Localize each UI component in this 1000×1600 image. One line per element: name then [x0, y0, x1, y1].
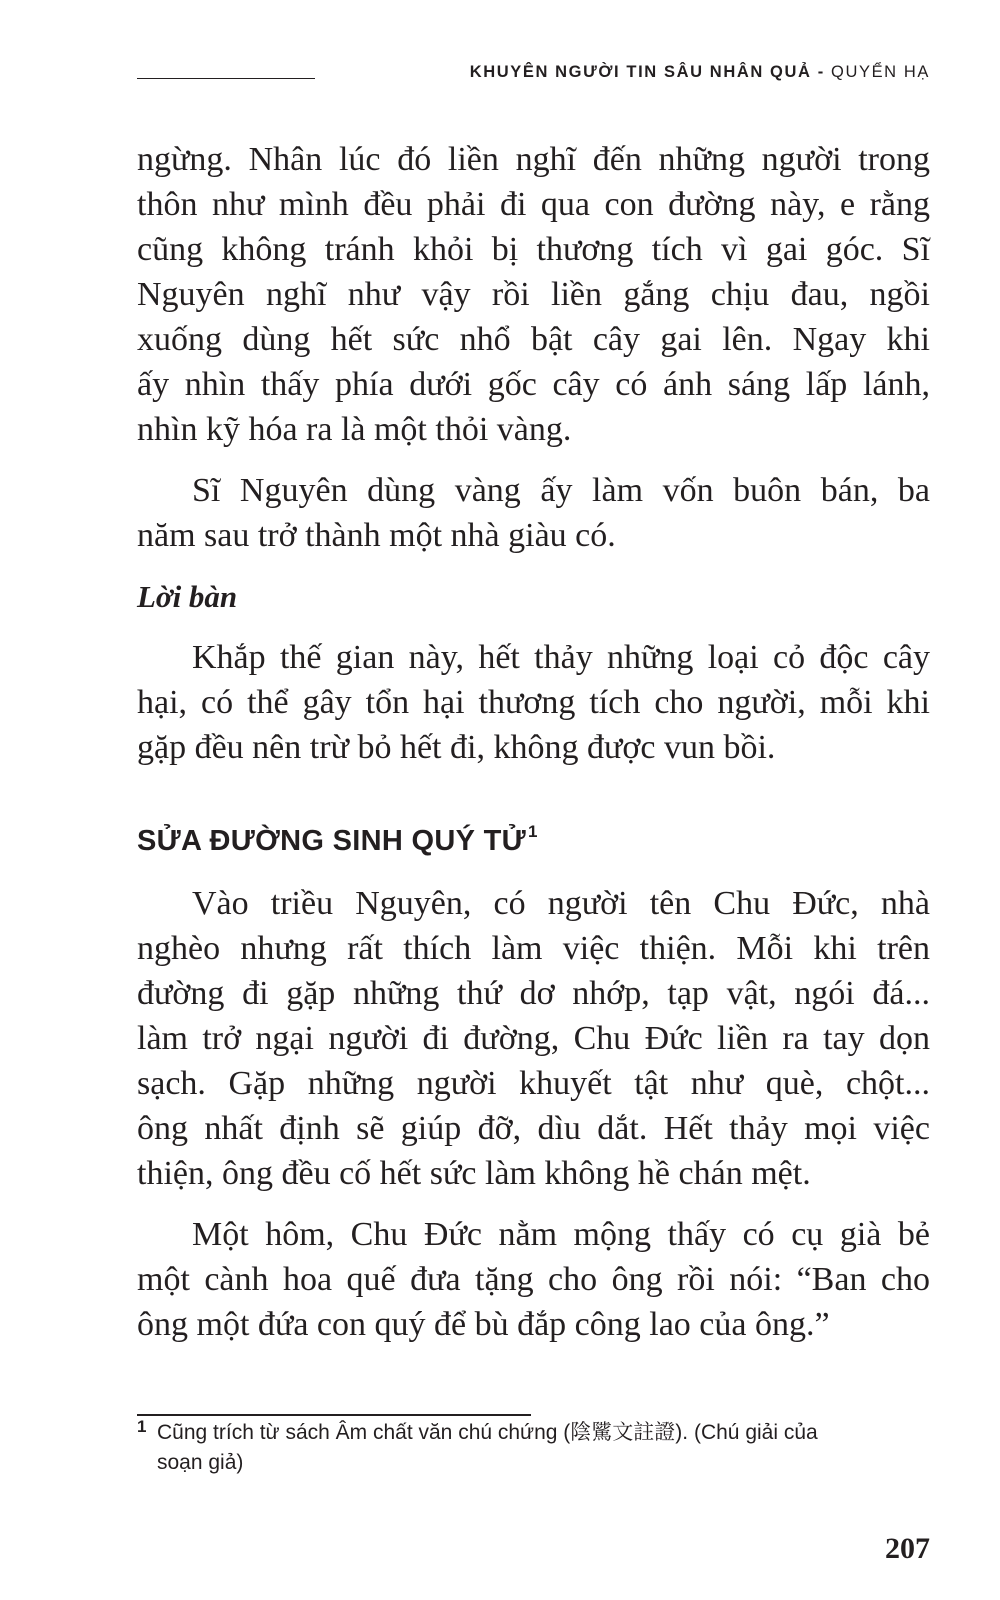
text-line: nghèo nhưng rất thích làm việc thiện. Mỗi khi trên — [137, 930, 930, 967]
text-line: gặp đều nên trừ bỏ hết đi, không được vun bồi. — [137, 729, 776, 766]
text-line: Nguyên nghĩ như vậy rồi liền gắng chịu đau, ngồi — [137, 276, 930, 313]
text-line: Sĩ Nguyên dùng vàng ấy làm vốn buôn bán, ba — [192, 472, 930, 509]
text-line: một cành hoa quế đưa tặng cho ông rồi nói: “Ban cho — [137, 1261, 930, 1298]
text-line: Một hôm, Chu Đức nằm mộng thấy có cụ già bẻ — [192, 1216, 930, 1253]
text-line: ngừng. Nhân lúc đó liền nghĩ đến những người trong — [137, 141, 930, 178]
text-line: thiện, ông đều cố hết sức làm không hề chán mệt. — [137, 1155, 811, 1192]
text-line: cũng không tránh khỏi bị thương tích vì gai góc. Sĩ — [137, 231, 930, 268]
footnote-text-line: Cũng trích từ sách Âm chất văn chú chứng (陰騭文註證). (Chú giải của — [157, 1421, 818, 1444]
text-line: ấy nhìn thấy phía dưới gốc cây có ánh sáng lấp lánh, — [137, 366, 930, 403]
section-title — [137, 812, 930, 861]
text-line: ông nhất định sẽ giúp đỡ, dìu dắt. Hết thảy mọi việc — [137, 1110, 930, 1147]
footnote — [137, 1418, 932, 1478]
paragraph-1 — [137, 137, 930, 452]
header-rule — [137, 78, 315, 79]
text-line: đường đi gặp những thứ dơ nhớp, tạp vật, ngói đá... — [137, 975, 930, 1012]
text-line: nhìn kỹ hóa ra là một thỏi vàng. — [137, 411, 572, 448]
running-head-book-title: KHUYÊN NGƯỜI TIN SÂU NHÂN QUẢ — [469, 63, 812, 81]
footnote-rule — [137, 1414, 531, 1416]
text-line: năm sau trở thành một nhà giàu có. — [137, 517, 616, 554]
paragraph-2 — [137, 468, 930, 558]
text-line: ông một đứa con quý để bù đắp công lao của ông.” — [137, 1306, 830, 1343]
running-head — [470, 63, 930, 82]
footnote-number: 1 — [137, 1417, 147, 1436]
section-title-text: SỬA ĐƯỜNG SINH QUÝ TỬ — [137, 825, 526, 857]
text-line: làm trở ngại người đi đường, Chu Đức liền ra tay dọn — [137, 1020, 930, 1057]
paragraph-5 — [137, 1212, 930, 1347]
running-head-volume: QUYỂN HẠ — [831, 63, 930, 81]
body-text — [137, 137, 930, 1347]
paragraph-4 — [137, 881, 930, 1196]
paragraph-3 — [137, 635, 930, 770]
footnote-text-line: soạn giả) — [157, 1451, 244, 1474]
text-line: sạch. Gặp những người khuyết tật như què, chột... — [137, 1065, 930, 1102]
text-line: Vào triều Nguyên, có người tên Chu Đức, nhà — [192, 885, 930, 922]
text-line: Khắp thế gian này, hết thảy những loại cỏ độc cây — [192, 639, 930, 676]
commentary-heading: Lời bàn — [137, 579, 238, 614]
running-head-separator: - — [817, 63, 825, 81]
page-number: 207 — [885, 1532, 930, 1565]
text-line: hại, có thể gây tổn hại thương tích cho người, mỗi khi — [137, 684, 930, 721]
text-line: thôn như mình đều phải đi qua con đường này, e rằng — [137, 186, 930, 223]
text-line: xuống dùng hết sức nhổ bật cây gai lên. Ngay khi — [137, 321, 930, 358]
footnote-marker[interactable]: 1 — [527, 822, 538, 841]
